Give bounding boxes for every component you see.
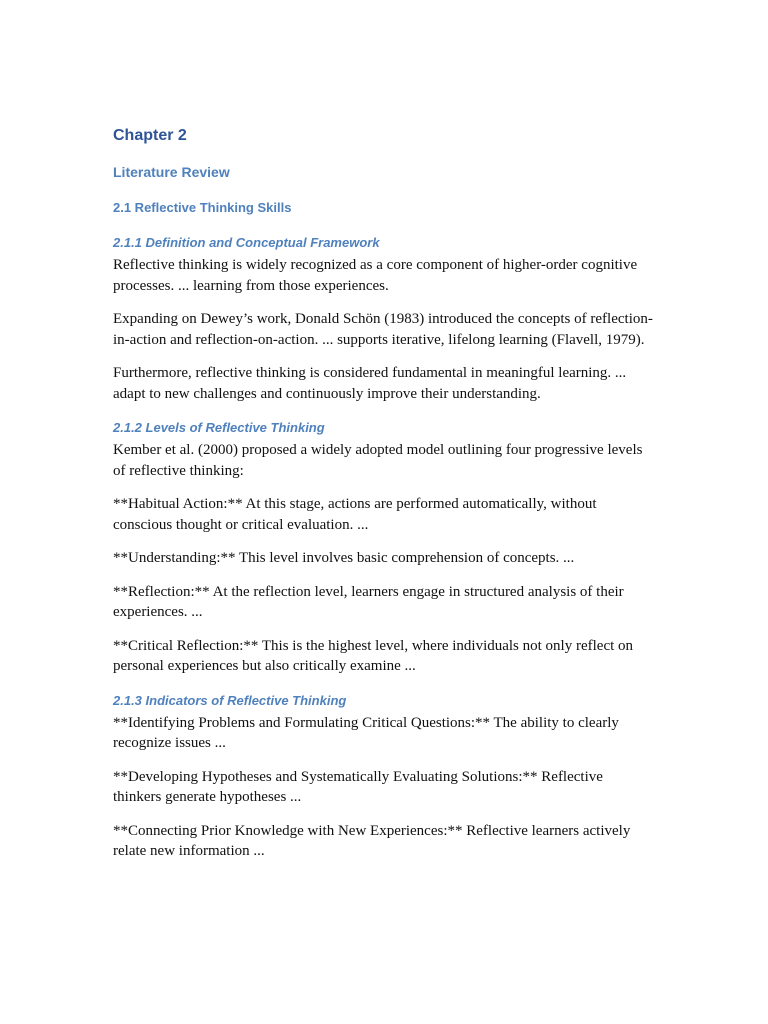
paragraph: Reflective thinking is widely recognized as a core component of higher-order cognitive processes. ... learning from those experiences.	[113, 257, 638, 294]
subsection-heading-1: 2.1.1 Definition and Conceptual Framework	[113, 235, 380, 250]
list-item: **Understanding:** This level involves basic comprehension of concepts. ...	[113, 550, 575, 566]
list-item: **Reflection:** At the reflection level, learners engage in structured analysis of their experiences. ...	[113, 583, 624, 620]
list-item: **Identifying Problems and Formulating Critical Questions:** The ability to clearly recognize issues ...	[113, 714, 619, 751]
paragraph: Expanding on Dewey’s work, Donald Schön (1983) introduced the concepts of reflection-in-action and reflection-on-action. ... supports iterative, lifelong learning (Flavell, 1979).	[113, 311, 653, 348]
paragraph: Furthermore, reflective thinking is considered fundamental in meaningful learning. ... adapt to new challenges and continuously improve their understanding.	[113, 365, 627, 402]
document-body	[113, 124, 653, 862]
list-item: **Developing Hypotheses and Systematically Evaluating Solutions:** Reflective thinkers generate hypotheses ...	[113, 768, 603, 805]
list-item: **Critical Reflection:** This is the highest level, where individuals not only reflect on personal experiences but also critically examine ...	[113, 637, 634, 674]
section-heading: 2.1 Reflective Thinking Skills	[113, 200, 292, 215]
paragraph: Kember et al. (2000) proposed a widely adopted model outlining four progressive levels of reflective thinking:	[113, 442, 643, 479]
subsection-heading-3: 2.1.3 Indicators of Reflective Thinking	[113, 692, 347, 708]
chapter-title: Literature Review	[113, 164, 230, 180]
chapter-heading: Chapter 2	[113, 127, 187, 144]
list-item: **Habitual Action:** At this stage, actions are performed automatically, without conscious thought or critical evaluation. ...	[113, 496, 597, 533]
list-item: **Connecting Prior Knowledge with New Experiences:** Reflective learners actively relate new information ...	[113, 822, 631, 859]
subsection-heading-2: 2.1.2 Levels of Reflective Thinking	[113, 420, 325, 435]
